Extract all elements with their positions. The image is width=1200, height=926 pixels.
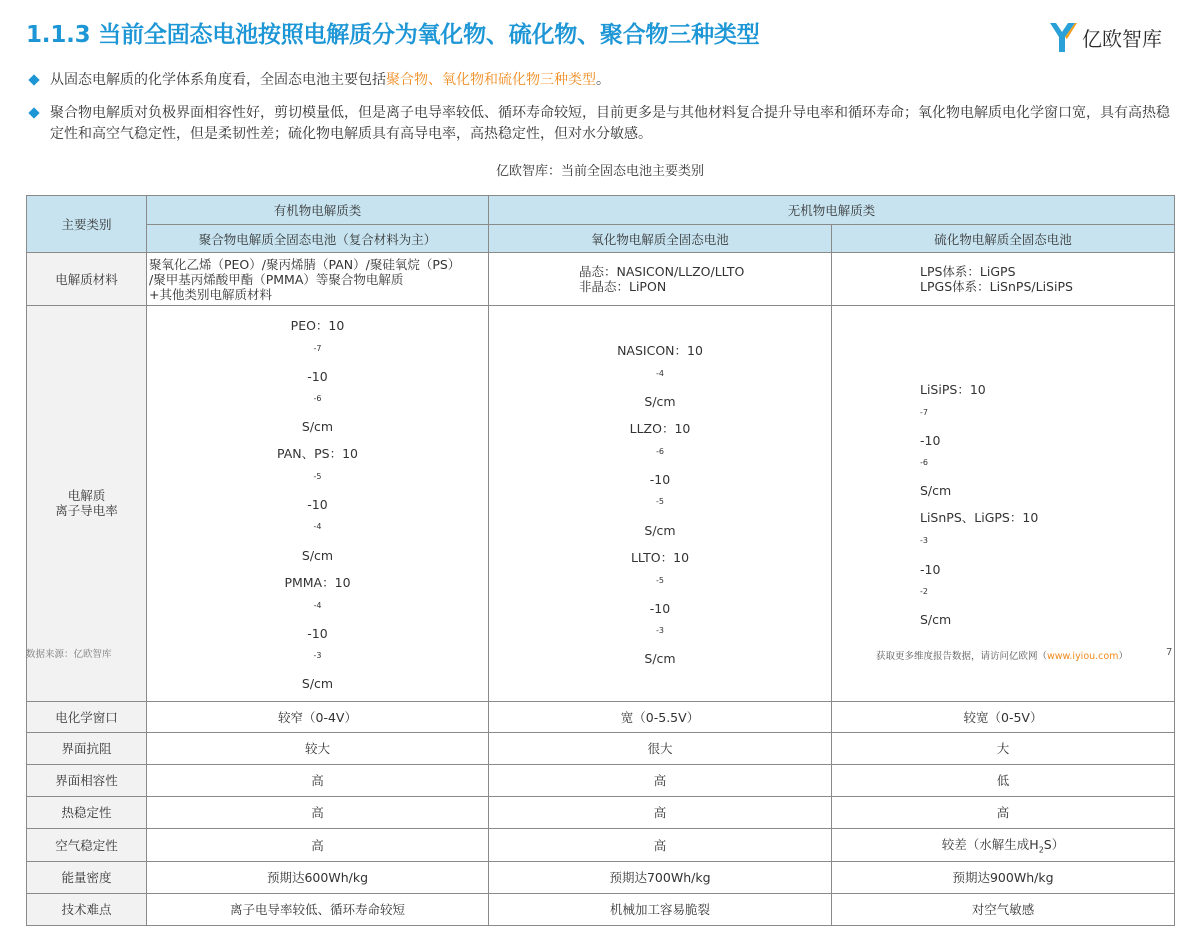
line: LPGS体系：LiSnPS/LiSiPS — [920, 279, 1073, 294]
table-row — [27, 764, 1175, 796]
cell-polymer: 高 — [147, 828, 489, 861]
table-row — [27, 828, 1175, 861]
table-caption: 亿欧智库：当前全固态电池主要类别 — [495, 164, 704, 179]
bullet-1 — [30, 70, 1170, 91]
header-polymer: 聚合物电解质全固态电池（复合材料为主） — [147, 225, 489, 253]
line: 聚氧化乙烯（PEO）/聚丙烯腈（PAN）/聚硅氧烷（PS） — [149, 256, 461, 272]
website-link[interactable]: www.iyiou.com — [1046, 651, 1119, 662]
header-inorganic-group: 无机物电解质类 — [489, 196, 1175, 225]
cell-oxide: 机械加工容易脆裂 — [489, 893, 832, 925]
cell-polymer: 高 — [147, 796, 489, 828]
cell-oxide: 宽（0-5.5V） — [489, 701, 832, 732]
cell-polymer: 较窄（0-4V） — [147, 701, 489, 732]
footer-end: ） — [1118, 651, 1128, 662]
battery-category-table — [26, 195, 1175, 926]
conductivity-value: PEO：10 $^{-7}$ -10 $^{-6}$ S/cm — [290, 318, 345, 435]
cell-polymer: 较大 — [147, 732, 489, 764]
footer-text: 获取更多维度报告数据，请访问亿欧网（ — [875, 651, 1047, 662]
page-number: 7 — [1166, 647, 1173, 658]
cell-oxide: 高 — [489, 764, 832, 796]
header-category: 主要类别 — [27, 196, 147, 253]
page-title: 1.1.3 当前全固态电池按照电解质分为氧化物、硫化物、聚合物三种类型 — [26, 22, 760, 48]
cell-oxide: 预期达700Wh/kg — [489, 861, 832, 893]
line: /聚甲基丙烯酸甲酯（PMMA）等聚合物电解质 — [149, 271, 404, 287]
conductivity-value: NASICON：10 $^{-4}$ S/cm — [617, 343, 703, 410]
table-row — [27, 861, 1175, 893]
row-label: 热稳定性 — [27, 796, 147, 828]
cell-oxide: 很大 — [489, 732, 832, 764]
line: LPS体系：LiGPS — [920, 264, 1016, 279]
cell-oxide-conductivity — [489, 306, 832, 702]
cell-oxide-materials — [489, 253, 832, 306]
cell-polymer: 预期达600Wh/kg — [147, 861, 489, 893]
bullet-1-text: 从固态电解质的化学体系角度看，全固态电池主要包括 — [50, 72, 386, 88]
row-label: 空气稳定性 — [27, 828, 147, 861]
line: 非晶态：LiPON — [579, 279, 667, 294]
table-row — [27, 306, 1175, 702]
row-label: 能量密度 — [27, 861, 147, 893]
bullet-1-highlight: 聚合物、氧化物和硫化物三种类型 — [386, 72, 596, 88]
cell-polymer: 离子电导率较低、循环寿命较短 — [147, 893, 489, 925]
conductivity-value: LLZO：10 $^{-6}$ -10 $^{-5}$ S/cm — [629, 421, 691, 538]
line: 晶态：NASICON/LLZO/LLTO — [579, 264, 745, 279]
data-source: 数据来源：亿欧智库 — [26, 649, 112, 660]
row-label: 技术难点 — [27, 893, 147, 925]
row-label: 电化学窗口 — [27, 701, 147, 732]
conductivity-value: LiSnPS、LiGPS：10 $^{-3}$ -10 $^{-2}$ S/cm — [920, 510, 1039, 627]
bullet-1-end: 。 — [596, 72, 610, 88]
line: 电解质 — [67, 488, 106, 504]
conductivity-value: LLTO：10 $^{-5}$ -10 $^{-3}$ S/cm — [630, 549, 690, 666]
logo-text: 亿欧智库 — [1082, 26, 1162, 51]
cell-polymer-conductivity — [147, 306, 489, 702]
cell-oxide: 高 — [489, 828, 832, 861]
row-label: 界面相容性 — [27, 764, 147, 796]
yiou-logo-icon — [1048, 20, 1078, 54]
conductivity-value: LiSiPS：10 $^{-7}$ -10 $^{-6}$ S/cm — [920, 382, 986, 499]
line: 离子导电率 — [55, 503, 118, 519]
table-row — [27, 893, 1175, 925]
header-organic-group: 有机物电解质类 — [147, 196, 489, 225]
cell-polymer-materials — [147, 253, 489, 306]
table-row — [27, 796, 1175, 828]
cell-sulfide: 对空气敏感 — [832, 893, 1175, 925]
row-label: 界面抗阻 — [27, 732, 147, 764]
cell-sulfide: 较宽（0-5V） — [832, 701, 1175, 732]
header-oxide: 氧化物电解质全固态电池 — [489, 225, 832, 253]
header-sulfide: 硫化物电解质全固态电池 — [832, 225, 1175, 253]
footer-note — [876, 648, 1128, 662]
diamond-bullet-icon — [28, 74, 39, 85]
table-row — [27, 701, 1175, 732]
logo — [1048, 20, 1162, 54]
cell-sulfide-materials — [832, 253, 1175, 306]
diamond-bullet-icon — [28, 107, 39, 118]
row-label: 电解质材料 — [27, 253, 147, 306]
cell-sulfide: 高 — [832, 796, 1175, 828]
cell-sulfide: 大 — [832, 732, 1175, 764]
cell-sulfide: 较差（水解生成$H_2S$） — [832, 828, 1175, 861]
cell-polymer: 高 — [147, 764, 489, 796]
cell-sulfide: 低 — [832, 764, 1175, 796]
cell-oxide: 高 — [489, 796, 832, 828]
table-row — [27, 253, 1175, 306]
conductivity-value: PMMA：10 $^{-4}$ -10 $^{-3}$ S/cm — [284, 574, 351, 691]
bullet-2 — [30, 103, 1180, 145]
cell-sulfide: 预期达900Wh/kg — [832, 861, 1175, 893]
row-label — [27, 306, 147, 702]
bullet-2-text: 聚合物电解质对负极界面相容性好，剪切模量低，但是离子电导率较低、循环寿命较短，目前更多是与其他材料复合提升导电率和循环寿命；氧化物电解质电化学窗口宽，具有高热稳定性和高空气稳定性，但是柔韧性差；硫化物电解质具有高导电率，高热稳定性，但对水分敏感。 — [50, 105, 1170, 142]
conductivity-value: PAN、PS：10 $^{-5}$ -10 $^{-4}$ S/cm — [276, 446, 359, 563]
cell-sulfide-conductivity — [832, 306, 1175, 702]
table-row — [27, 732, 1175, 764]
line: +其他类别电解质材料 — [149, 286, 272, 302]
